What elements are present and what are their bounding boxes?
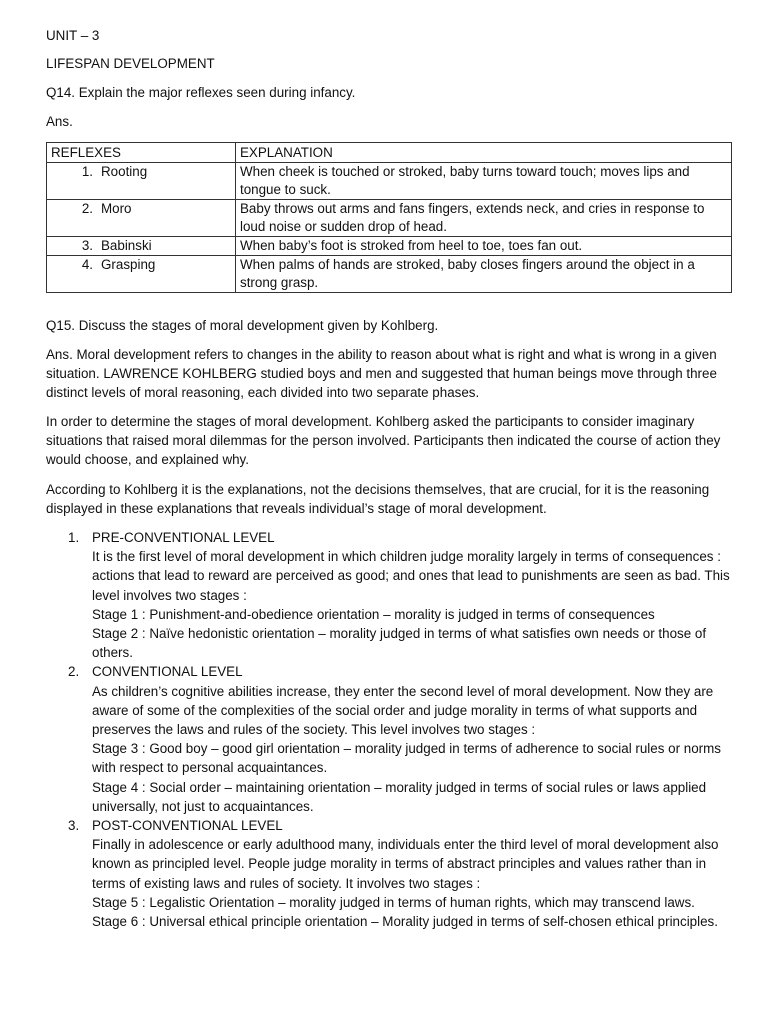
reflex-explanation: When baby’s foot is stroked from heel to toe, toes fan out. — [236, 237, 732, 256]
table-row — [47, 200, 732, 237]
stage-line: Stage 5 : Legalistic Orientation – morality judged in terms of human rights, which may transcend laws. — [92, 894, 695, 910]
header-reflexes: REFLEXES — [47, 143, 236, 163]
header-explanation: EXPLANATION — [236, 143, 732, 163]
moral-levels-list — [46, 528, 732, 931]
table-row — [47, 256, 732, 293]
answer-paragraph: In order to determine the stages of moral development. Kohlberg asked the participants to consider imaginary situations that raised moral dilemmas for the person involved. Participants then indicated the course of action they would choose, and explained why. — [46, 414, 721, 468]
reflex-name: Babinski — [101, 238, 152, 253]
level-description: Finally in adolescence or early adulthood many, individuals enter the third level of moral development also known as principled level. People judge morality in terms of abstract principles and values rather than in terms of existing laws and rules of society. It involves two stages : — [92, 837, 719, 891]
level-description: As children’s cognitive abilities increase, they enter the second level of moral development. Now they are aware of some of the complexities of the social order and judge morality in terms of what supports and preserves the laws and rules of the society. This level involves two stages : — [92, 683, 714, 738]
reflex-name: Moro — [101, 201, 132, 216]
table-header-row — [47, 143, 732, 163]
level-title: POST-CONVENTIONAL LEVEL — [92, 818, 283, 834]
stage-line: Stage 2 : Naïve hedonistic orientation – morality judged in terms of what satisfies own needs or those of others. — [92, 626, 707, 661]
subject-heading: LIFESPAN DEVELOPMENT — [46, 56, 215, 71]
list-item — [46, 816, 732, 931]
stage-line: Stage 4 : Social order – maintaining orientation – morality judged in terms of social rules or laws applied universally, not just to acquaintances. — [92, 779, 707, 814]
level-number: 1. — [68, 530, 80, 545]
level-title: CONVENTIONAL LEVEL — [92, 664, 243, 680]
row-number: 4. — [81, 257, 93, 272]
level-title: PRE-CONVENTIONAL LEVEL — [92, 530, 275, 545]
row-number: 1. — [81, 164, 93, 179]
question-14: Q14. Explain the major reflexes seen during infancy. — [46, 85, 356, 100]
row-number: 2. — [81, 201, 93, 216]
stage-line: Stage 3 : Good boy – good girl orientation – morality judged in terms of adherence to social rules or norms with respect to personal acquaintances. — [92, 741, 721, 776]
level-number: 3. — [68, 818, 80, 834]
reflex-table — [46, 142, 732, 293]
answer-label-14: Ans. — [46, 114, 73, 129]
table-row — [47, 163, 732, 200]
table-row — [47, 237, 732, 256]
level-description: It is the first level of moral development in which children judge morality largely in terms of consequences : actions that lead to reward are perceived as good; and ones that lead to punishments are seen as bad. This level involves two stages : — [92, 549, 730, 603]
unit-heading: UNIT – 3 — [46, 28, 100, 43]
row-number: 3. — [81, 238, 93, 253]
reflex-explanation: When palms of hands are stroked, baby closes fingers around the object in a strong grasp. — [236, 256, 732, 293]
level-number: 2. — [68, 664, 80, 680]
stage-line: Stage 1 : Punishment-and-obedience orientation – morality is judged in terms of consequences — [92, 606, 655, 622]
answer-paragraph: According to Kohlberg it is the explanations, not the decisions themselves, that are crucial, for it is the reasoning displayed in these explanations that reveals individual’s stage of moral development. — [46, 482, 710, 517]
list-item — [46, 662, 732, 816]
reflex-explanation: Baby throws out arms and fans fingers, extends neck, and cries in response to loud noise or sudden drop of head. — [236, 200, 732, 237]
reflex-name: Grasping — [101, 257, 156, 272]
question-15: Q15. Discuss the stages of moral development given by Kohlberg. — [46, 318, 439, 333]
stage-line: Stage 6 : Universal ethical principle orientation – Morality judged in terms of self-chosen ethical principles. — [92, 914, 718, 930]
list-item — [46, 528, 732, 662]
reflex-name: Rooting — [101, 164, 148, 179]
answer-paragraph: Ans. Moral development refers to changes in the ability to reason about what is right and what is wrong in a given situation. LAWRENCE KOHLBERG studied boys and men and suggested that human beings move through three distinct levels of moral reasoning, each divided into two separate phases. — [46, 347, 717, 401]
reflex-explanation: When cheek is touched or stroked, baby turns toward touch; moves lips and tongue to suck. — [236, 163, 732, 200]
